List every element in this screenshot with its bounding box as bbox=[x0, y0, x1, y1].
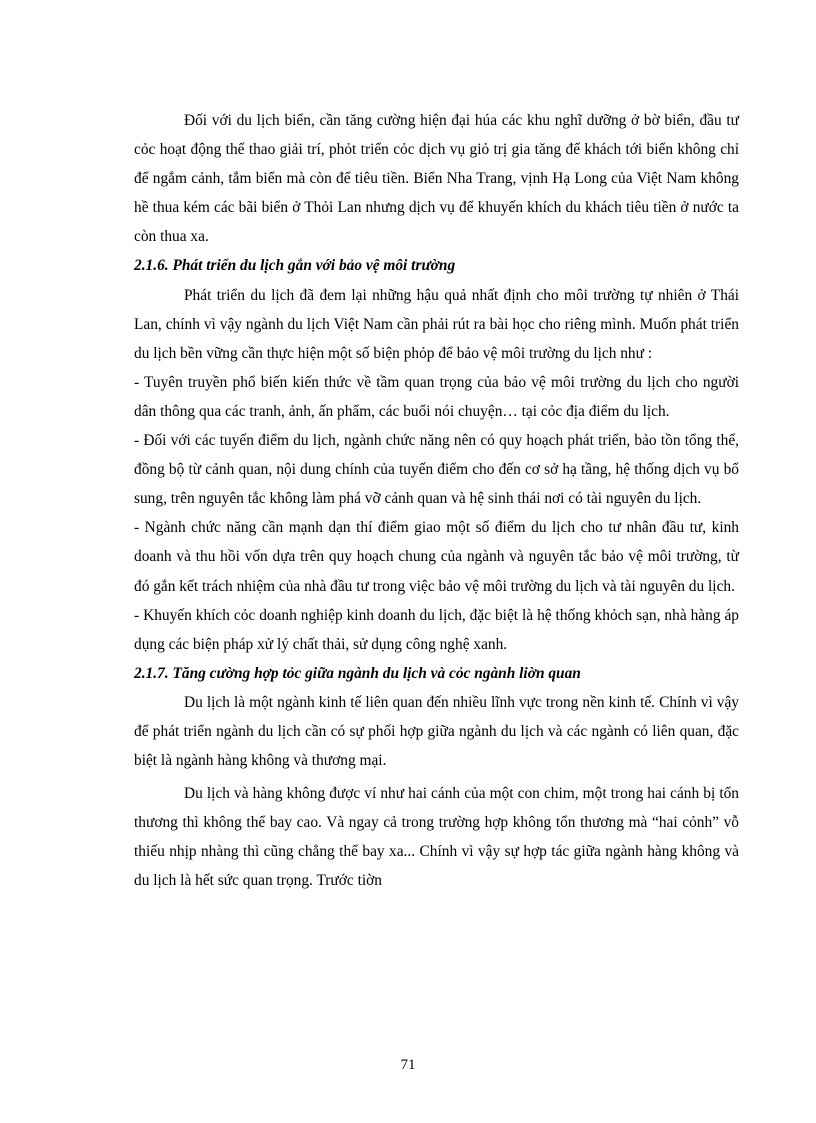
paragraph-aviation: Du lịch và hàng không được ví như hai cánh của một con chim, một trong hai cánh bị tổn thương thì không thể bay cao. Và ngay cả trong trường hợp không tổn thương mà “hai cỏnh” vỗ thiếu nhịp nhàng thì cũng chẳng thể bay xa... Chính vì vậy sự hợp tác giữa ngành hàng không và du lịch là hết sức quan trọng. Trước tiờn bbox=[134, 785, 739, 890]
section-heading-2-1-7: 2.1.7. Tăng cường hợp tỏc giữa ngành du lịch và cỏc ngành liờn quan bbox=[134, 664, 581, 682]
section-heading-2-1-6: 2.1.6. Phát triển du lịch gắn với bảo vệ môi trường bbox=[134, 257, 456, 275]
paragraph-coastal-tourism: Đối với du lịch biển, cần tăng cường hiện đại húa các khu nghĩ dưỡng ở bờ biển, đầu tư cỏc hoạt động thể thao giải trí, phỏt triển cỏc dịch vụ giỏ trị gia tăng để khách tới biển không chỉ để ngắm cảnh, tắm biển mà còn để tiêu tiền. Biển Nha Trang, vịnh Hạ Long của Việt Nam không hề thua kém các bãi biển ở Thỏi Lan nhưng dịch vụ để khuyến khích du khách tiêu tiền ở nước ta còn thua xa. bbox=[134, 112, 739, 246]
page-number: 71 bbox=[400, 1057, 416, 1073]
bullet-private-investment: - Ngành chức năng cần mạnh dạn thí điểm giao một số điểm du lịch cho tư nhân đầu tư, kinh doanh và thu hồi vốn dựa trên quy hoạch chung của ngành và nguyên tắc bảo vệ môi trường, từ đó gắn kết trách nhiệm của nhà đầu tư trong việc bảo vệ môi trường du lịch và tài nguyên du lịch. bbox=[134, 519, 739, 595]
document-body bbox=[134, 106, 739, 896]
bullet-planning: - Đối với các tuyến điểm du lịch, ngành chức năng nên có quy hoạch phát triển, bảo tồn tổng thể, đồng bộ từ cảnh quan, nội dung chính của tuyến điểm cho đến cơ sở hạ tầng, hệ thống dịch vụ bổ sung, trên nguyên tắc không làm phá vỡ cảnh quan và hệ sinh thái nơi có tài nguyên du lịch. bbox=[134, 432, 739, 508]
bullet-awareness: - Tuyên truyền phổ biến kiến thức về tầm quan trọng của bảo vệ môi trường du lịch cho người dân thông qua các tranh, ảnh, ấn phẩm, các buổi nói chuyện… tại cỏc địa điểm du lịch. bbox=[134, 373, 739, 420]
paragraph-environment-intro: Phát triển du lịch đã đem lại những hậu quả nhất định cho môi trường tự nhiên ở Thái Lan, chính vì vậy ngành du lịch Việt Nam cần phải rút ra bài học cho riêng mình. Muốn phát triển du lịch bền vững cần thực hiện một số biện phỏp để bảo vệ môi trường du lịch như : bbox=[134, 286, 739, 362]
bullet-green-technology: - Khuyến khích cỏc doanh nghiệp kinh doanh du lịch, đặc biệt là hệ thống khỏch sạn, nhà hàng áp dụng các biện pháp xử lý chất thải, sử dụng công nghệ xanh. bbox=[134, 606, 739, 653]
paragraph-cross-sector: Du lịch là một ngành kinh tế liên quan đến nhiều lĩnh vực trong nền kinh tế. Chính vì vậy để phát triển ngành du lịch cần có sự phối hợp giữa ngành du lịch và các ngành có liên quan, đặc biệt là ngành hàng không và thương mại. bbox=[134, 693, 739, 770]
